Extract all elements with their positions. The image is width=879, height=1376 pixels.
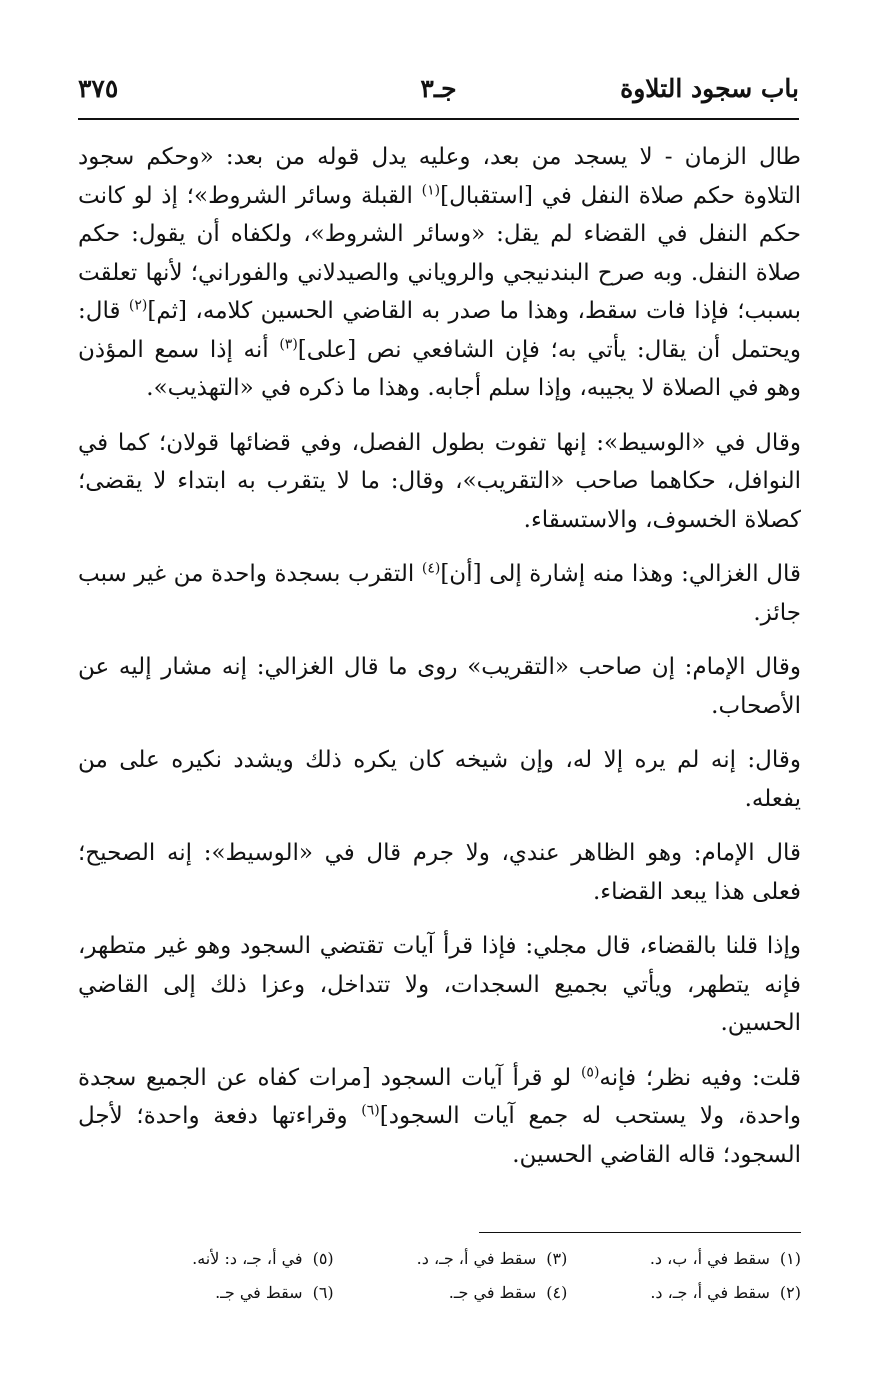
text-run: قال الغزالي: وهذا منه إشارة إلى [أن]: [440, 561, 801, 587]
footnote-number: (٥): [312, 1249, 334, 1268]
footnote-ref: (٢): [128, 297, 148, 314]
footnote: [567, 1242, 801, 1276]
page-header: [78, 66, 799, 120]
footnotes: [100, 1242, 801, 1310]
footnote-ref: (٤): [421, 560, 441, 577]
footnote: [334, 1242, 568, 1276]
footnote-number: (٤): [546, 1283, 568, 1302]
text-run: أنه إذا سمع المؤذن وهو في الصلاة لا يجيبه، وإذا سلم أجابه. وهذا ما ذكره في «التهذيب».: [78, 336, 801, 401]
footnote-ref: (٥): [580, 1063, 600, 1080]
text-run: التقرب بسجدة واحدة من غير سبب جائز.: [78, 561, 801, 626]
text-run: قال الإمام: وهو الظاهر عندي، ولا جرم قال في «الوسيط»: إنه الصحيح؛ فعلى هذا يبعد القضاء.: [78, 840, 801, 905]
footnote-number: (٦): [312, 1283, 334, 1302]
footnote-ref: (٣): [279, 335, 298, 352]
footnote-number: (٢): [779, 1283, 801, 1302]
paragraph: [78, 648, 801, 725]
footnote-ref: (١): [421, 181, 441, 198]
footnote-text: سقط في أ، جـ، د.: [416, 1249, 537, 1268]
footnote: [334, 1276, 568, 1310]
text-run: وقال: إنه لم يره إلا له، وإن شيخه كان يكره ذلك ويشدد نكيره على من يفعله.: [78, 747, 801, 812]
text-run: لو قرأ آيات السجود [مرات كفاه عن الجميع سجدة واحدة، ولا يستحب له جمع آيات السجود]: [78, 1064, 801, 1129]
main-text: [78, 138, 801, 1190]
footnote-text: سقط في جـ.: [215, 1283, 303, 1302]
footnote-text: سقط في أ، ب، د.: [649, 1249, 770, 1268]
text-run: قلت: وفيه نظر؛ فإنه: [599, 1064, 801, 1091]
chapter-title: باب سجود التلاوة: [620, 74, 799, 103]
footnote: [100, 1242, 334, 1276]
paragraph: [78, 834, 801, 911]
paragraph: [78, 1059, 801, 1175]
text-run: وإذا قلنا بالقضاء، قال مجلي: فإذا قرأ آيات تقتضي السجود وهو غير متطهر، فإنه يتطهر، ويأتي بجميع السجدات، ولا تتداخل، وعزا ذلك إلى القاضي الحسين.: [78, 933, 801, 1036]
footnote-separator: [479, 1232, 801, 1233]
footnote-text: في أ، جـ، د: لأنه.: [192, 1249, 303, 1268]
text-run: طال الزمان - لا يسجد من بعد، وعليه يدل قوله من بعد: «وحكم سجود التلاوة حكم صلاة النفل في [استقبال]: [78, 144, 801, 209]
paragraph: [78, 927, 801, 1043]
paragraph: [78, 424, 801, 540]
text-run: وقراءتها دفعة واحدة؛ لأجل السجود؛ قاله القاضي الحسين.: [78, 1103, 801, 1168]
text-run: وقال في «الوسيط»: إنها تفوت بطول الفصل، وفي قضائها قولان؛ كما في النوافل، حكاهما صاحب «التقريب»، وقال: ما لا يتقرب به ابتداء لا يقضى؛ كصلاة الخسوف، والاستسقاء.: [78, 429, 801, 533]
paragraph: [78, 555, 801, 632]
footnote-text: سقط في أ، جـ، د.: [650, 1283, 770, 1302]
text-run: وقال الإمام: إن صاحب «التقريب» روى ما قال الغزالي: إنه مشار إليه عن الأصحاب.: [78, 654, 801, 719]
footnote-text: سقط في جـ.: [448, 1283, 537, 1302]
paragraph: [78, 138, 801, 408]
footnote: [100, 1276, 334, 1310]
page-number: ٣٧٥: [78, 74, 119, 103]
paragraph: [78, 741, 801, 818]
volume-label: جـ٣: [420, 74, 457, 103]
text-run: قال: ويحتمل أن يقال: يأتي به؛ فإن الشافعي نص [على]: [78, 298, 801, 363]
footnote: [567, 1276, 801, 1310]
text-run: القبلة وسائر الشروط»؛ إذ لو كانت حكم النفل في القضاء لم يقل: «وسائر الشروط»، ولكفاه أن يقول: حكم صلاة النفل. وبه صرح البندنيجي والروياني والصيدلاني والفوراني؛ لأنها تعلقت بسبب؛ فإذا فات سقط، وهذا ما صدر به القاضي الحسين كلامه، [ثم]: [78, 182, 801, 324]
footnote-number: (٣): [546, 1249, 568, 1268]
footnote-ref: (٦): [361, 1102, 380, 1119]
footnote-number: (١): [779, 1249, 801, 1268]
